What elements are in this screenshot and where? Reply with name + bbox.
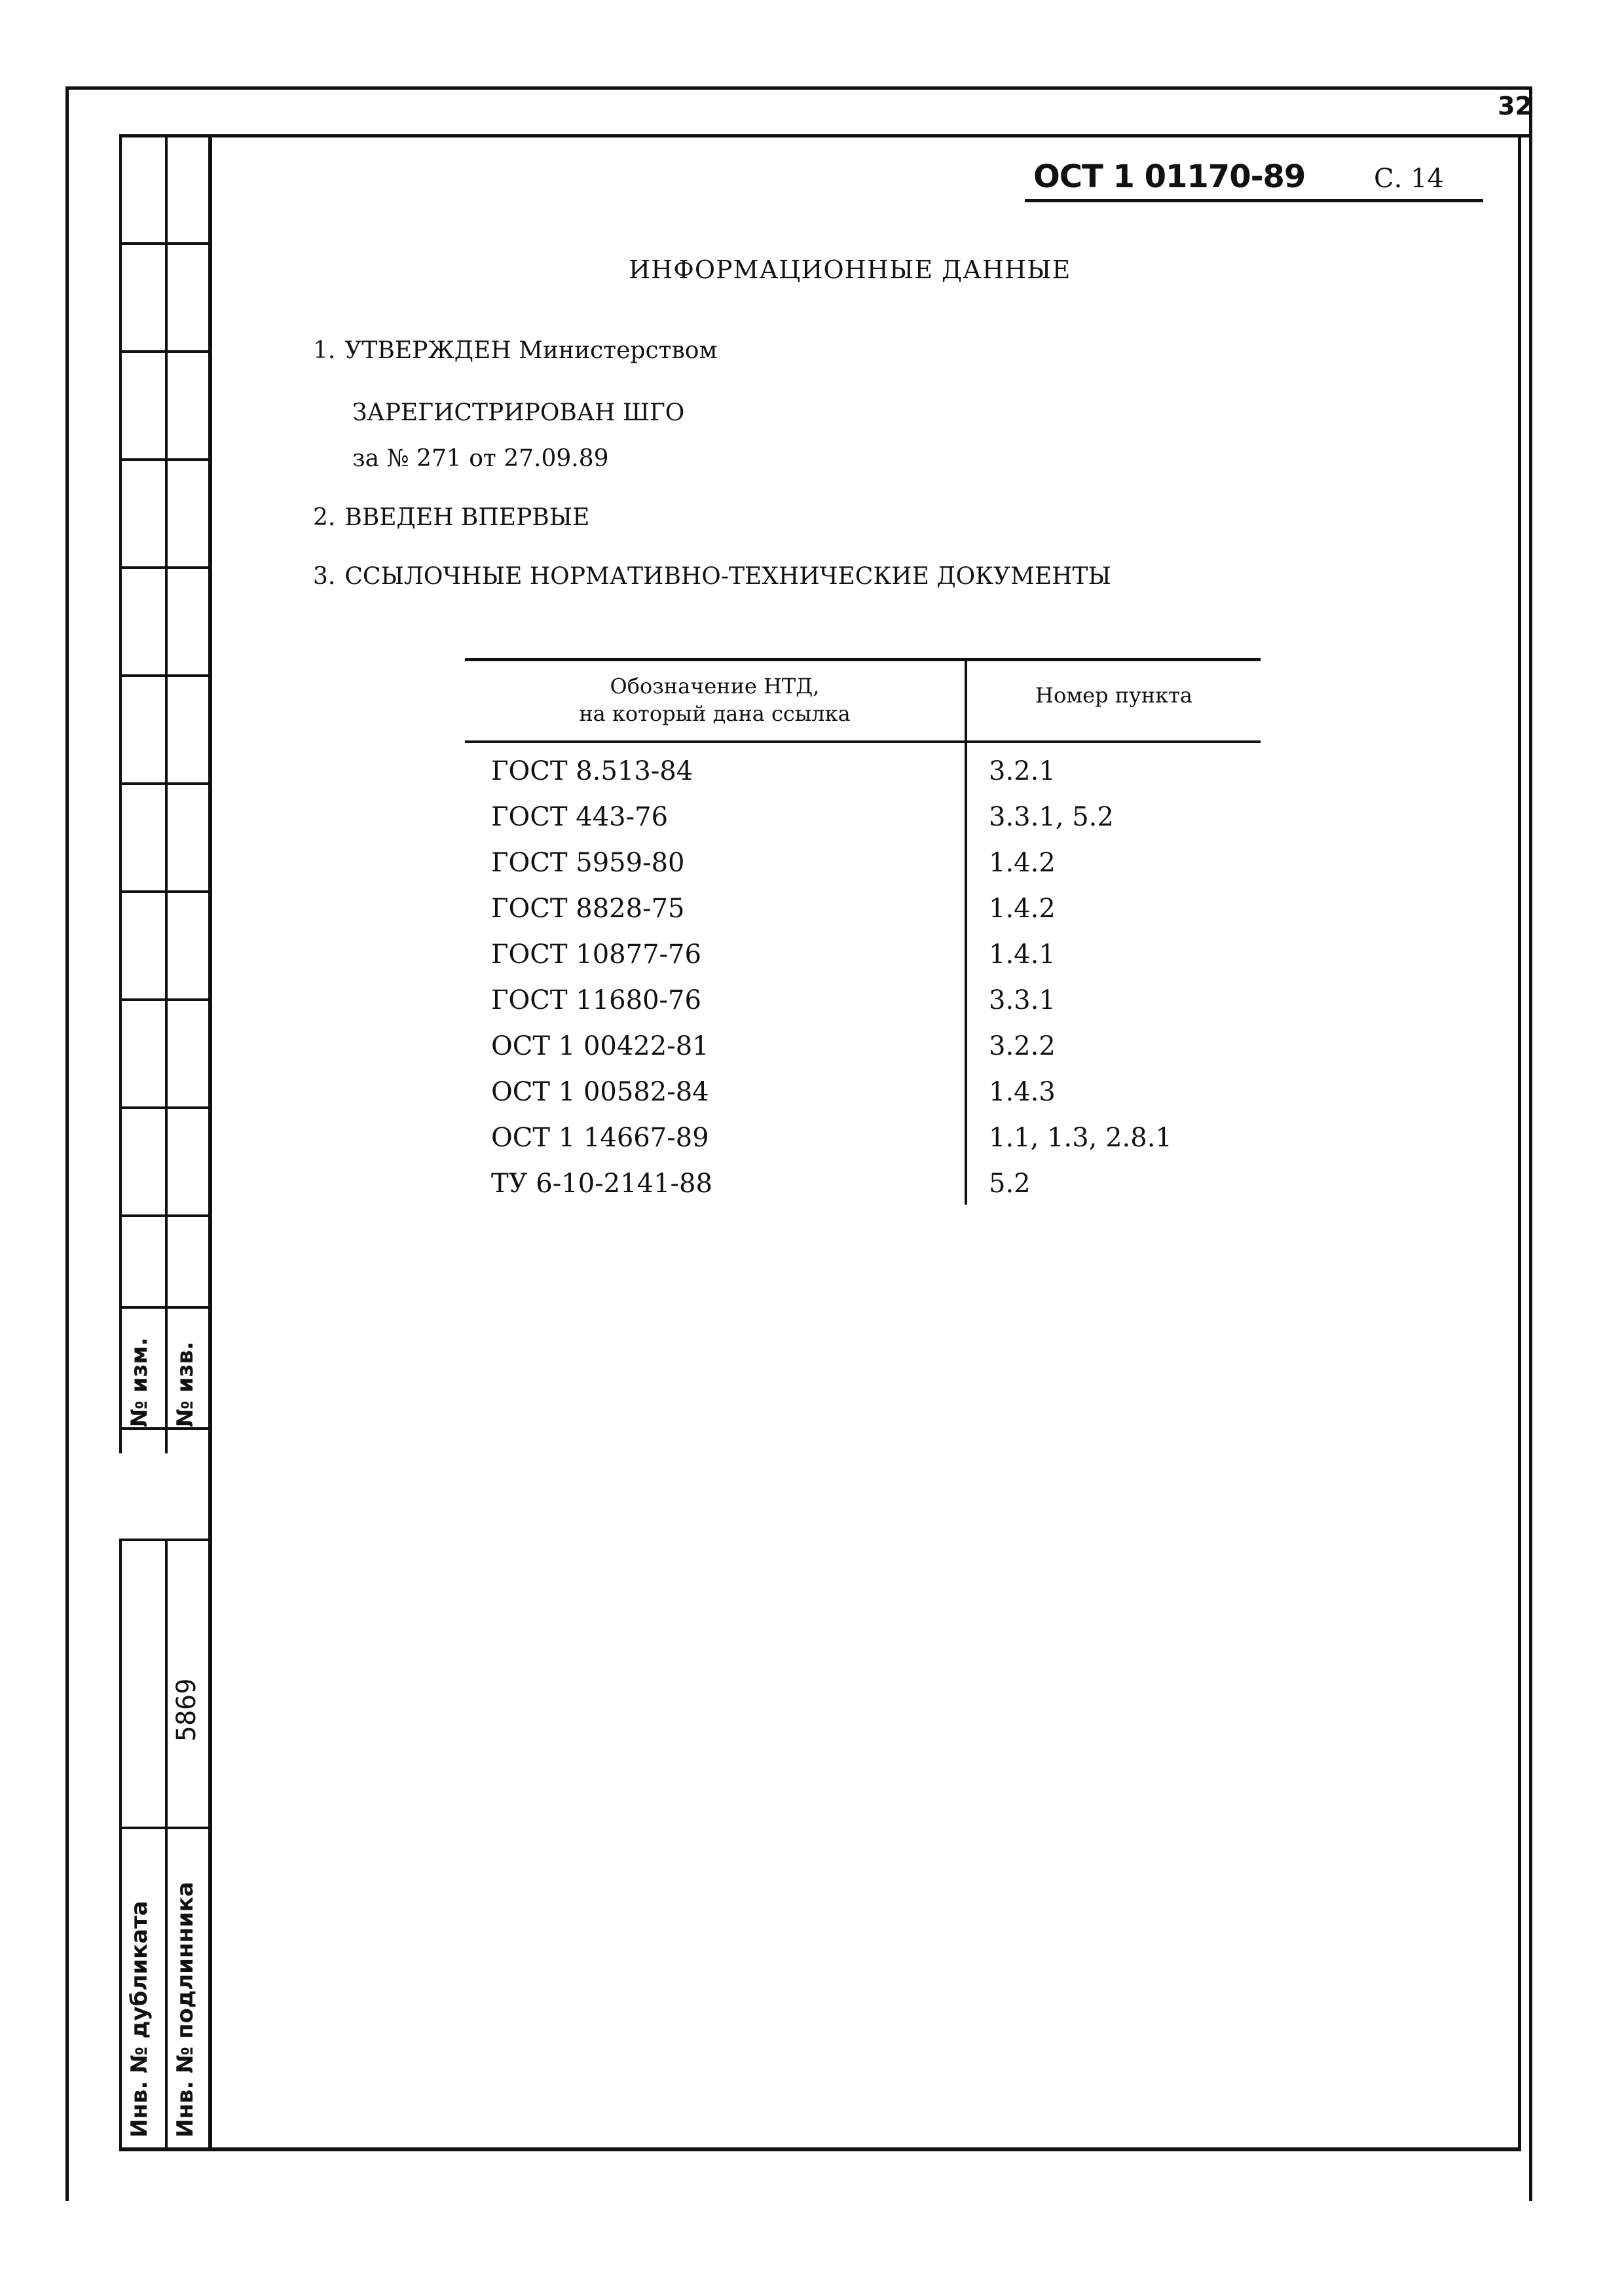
- inner-top-line: [119, 134, 1531, 137]
- original-inventory-label: Инв. № подлинника: [172, 1882, 198, 2138]
- table-cell-document: ОСТ 1 00582-84: [491, 1077, 709, 1107]
- strip-cell-divider: [119, 890, 208, 893]
- table-row: [465, 1123, 1261, 1169]
- original-inventory-number: 5869: [172, 1678, 202, 1741]
- header-rule: [1025, 199, 1483, 202]
- strip-middle-line-lower: [165, 1539, 168, 2147]
- document-page-number: С. 14: [1374, 164, 1444, 194]
- frame-right-line: [1529, 86, 1532, 2201]
- strip-cell-divider: [119, 1539, 208, 1541]
- table-cell-clause: 1.4.2: [989, 848, 1056, 878]
- table-cell-clause: 3.3.1, 5.2: [989, 802, 1114, 832]
- strip-cell-divider: [119, 1427, 208, 1430]
- table-row: [465, 939, 1261, 985]
- table-cell-clause: 5.2: [989, 1169, 1031, 1199]
- section-title: ИНФОРМАЦИОННЫЕ ДАННЫЕ: [629, 255, 1071, 284]
- table-cell-document: ГОСТ 5959-80: [491, 848, 685, 878]
- table-cell-document: ГОСТ 443-76: [491, 802, 669, 832]
- info-item: [313, 563, 1111, 590]
- table-row: [465, 848, 1261, 894]
- strip-middle-line: [165, 134, 168, 1453]
- info-item-text: за № 271 от 27.09.89: [352, 445, 609, 472]
- strip-cell-divider: [119, 1827, 208, 1829]
- notice-no-label: № изв.: [172, 1341, 198, 1427]
- table-cell-document: ГОСТ 8.513-84: [491, 756, 693, 786]
- info-item-text: УТВЕРЖДЕН Министерством: [344, 337, 718, 364]
- table-top-rule: [465, 658, 1261, 661]
- info-item-number: 2.: [313, 504, 336, 531]
- strip-cell-divider: [119, 458, 208, 461]
- table-cell-clause: 1.4.1: [989, 939, 1056, 970]
- strip-cell-divider: [119, 242, 208, 245]
- inner-right-line: [1518, 134, 1521, 2151]
- strip-cell-divider: [119, 998, 208, 1001]
- table-cell-document: ГОСТ 8828-75: [491, 894, 685, 924]
- table-cell-clause: 3.2.1: [989, 756, 1056, 786]
- change-no-label: № изм.: [126, 1337, 153, 1427]
- table-cell-clause: 1.1, 1.3, 2.8.1: [989, 1123, 1172, 1153]
- table-cell-document: ТУ 6-10-2141-88: [491, 1169, 712, 1199]
- strip-cell-divider: [119, 782, 208, 785]
- info-item: [313, 337, 717, 364]
- table-cell-clause: 3.3.1: [989, 985, 1056, 1015]
- table-row: [465, 1031, 1261, 1077]
- strip-outer-line: [119, 134, 122, 1453]
- info-item: [352, 445, 609, 472]
- duplicate-inventory-label: Инв. № дубликата: [126, 1901, 153, 2138]
- strip-cell-divider: [119, 1106, 208, 1109]
- info-item-number: 3.: [313, 563, 336, 590]
- table-header-rule: [465, 740, 1261, 743]
- strip-cell-divider: [119, 674, 208, 677]
- info-item: [352, 399, 684, 426]
- table-cell-clause: 1.4.3: [989, 1077, 1056, 1107]
- info-item-number: 1.: [313, 337, 336, 364]
- info-item-text: ССЫЛОЧНЫЕ НОРМАТИВНО-ТЕХНИЧЕСКИЕ ДОКУМЕНТЫ: [344, 563, 1111, 590]
- table-header-designation-line: Обозначение НТД,: [610, 674, 820, 699]
- info-item-text: ВВЕДЕН ВПЕРВЫЕ: [344, 504, 590, 531]
- document-designation: ОСТ 1 01170-89: [1033, 158, 1306, 195]
- strip-cell-divider: [119, 1306, 208, 1309]
- table-row: [465, 894, 1261, 939]
- frame-left-line: [65, 86, 69, 2201]
- table-row: [465, 1077, 1261, 1123]
- table-row: [465, 985, 1261, 1031]
- table-row: [465, 802, 1261, 848]
- table-cell-document: ГОСТ 10877-76: [491, 939, 701, 970]
- table-cell-document: ГОСТ 11680-76: [491, 985, 701, 1015]
- strip-cell-divider: [119, 350, 208, 353]
- info-item-text: ЗАРЕГИСТРИРОВАН ШГО: [352, 399, 685, 426]
- table-header-clause: Номер пункта: [1035, 683, 1192, 708]
- table-cell-document: ОСТ 1 14667-89: [491, 1123, 709, 1153]
- table-cell-clause: 3.2.2: [989, 1031, 1056, 1061]
- inner-bottom-line: [119, 2147, 1521, 2151]
- table-header-designation: [465, 672, 965, 727]
- inner-left-line: [208, 134, 212, 2151]
- sheet-number: 32: [1498, 92, 1532, 120]
- table-cell-document: ОСТ 1 00422-81: [491, 1031, 709, 1061]
- table-row: [465, 756, 1261, 802]
- table-header-designation-line: на который дана ссылка: [579, 701, 851, 726]
- table-row: [465, 1169, 1261, 1214]
- info-item: [313, 504, 589, 531]
- strip-outer-line-lower: [119, 1539, 122, 2147]
- strip-cell-divider: [119, 566, 208, 569]
- frame-top-line: [65, 86, 1531, 90]
- strip-cell-divider: [119, 1214, 208, 1217]
- table-cell-clause: 1.4.2: [989, 894, 1056, 924]
